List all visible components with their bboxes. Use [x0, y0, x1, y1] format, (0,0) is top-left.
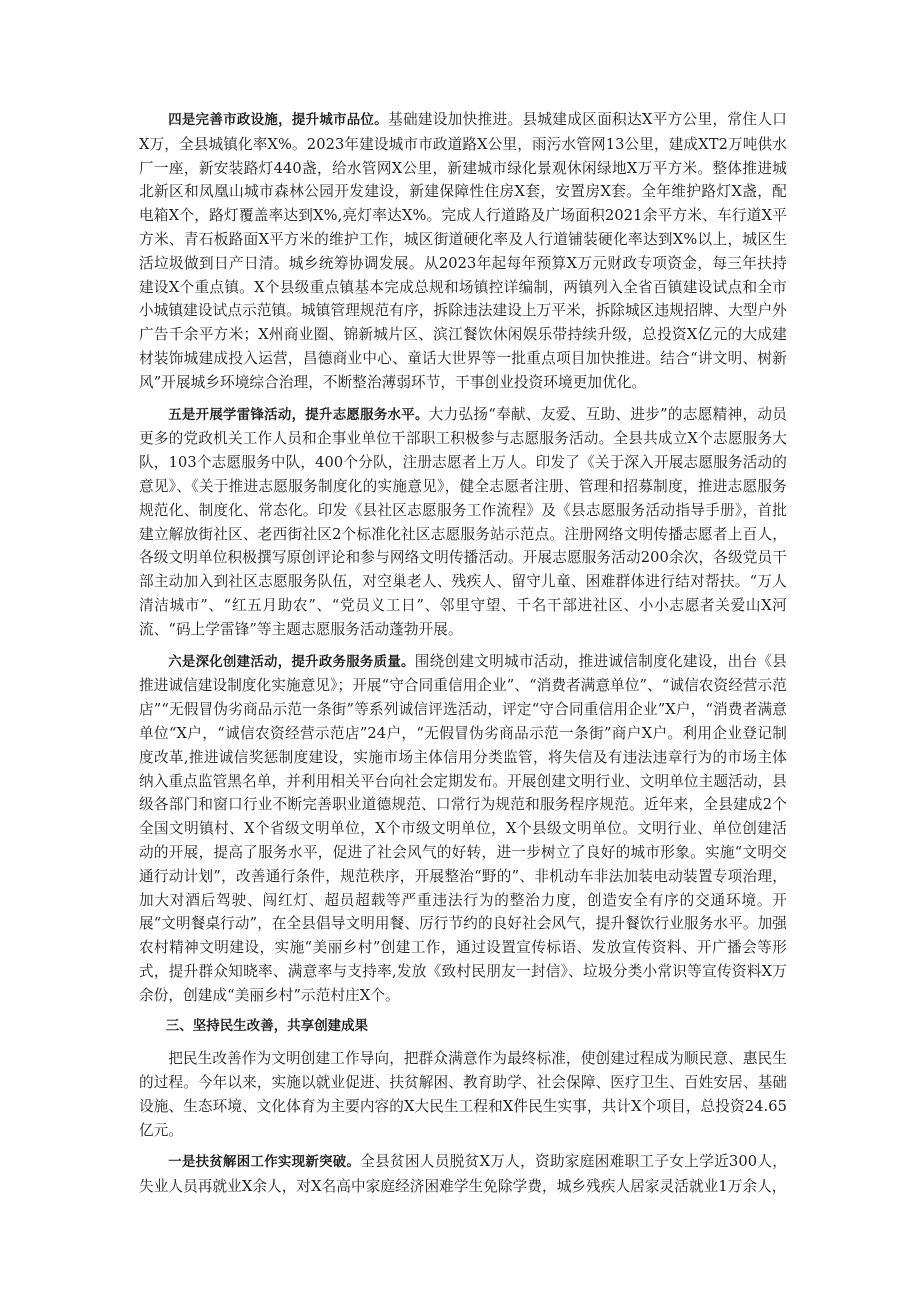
paragraph-lead: 五是开展学雷锋活动，提升志愿服务水平。 — [168, 407, 429, 423]
paragraph-body: 大力弘扬“奉献、友爱、互助、进步”的志愿精神，动员更多的党政机关工作人员和企事业单位干部职工积极参与志愿服务活动。全县共成立X个志愿服务大队，103个志愿服务中队，400个分队，注册志愿者上万人。印发了《关于深入开展志愿服务活动的意见》、《关于推进志愿服务制度化的实施意见》，健全志愿者注册、管理和招募制度，推进志愿服务规范化、制度化、常态化。印发《县社区志愿服务工作流程》及《县志愿服务活动指导手册》，首批建立解放街社区、老西街社区2个标准化社区志愿服务站示范点。注册网络文明传播志愿者上百人，各级文明单位积极撰写原创评论和参与网络文明传播活动。开展志愿服务活动200余次，各级党员干部主动加入到社区志愿服务队伍，对空巢老人、残疾人、留守儿童、困难群体进行结对帮扶。“万人清洁城市”、“红五月助农”、“党员义工日”、邻里守望、千名干部进社区、小小志愿者关爱山X河流、“码上学雷锋”等主题志愿服务活动蓬勃开展。 — [139, 405, 787, 638]
paragraph-body: 把民生改善作为文明创建工作导向，把群众满意作为最终标准，使创建过程成为顺民意、惠民生的过程。今年以来，实施以就业促进、扶贫解困、教育助学、社会保障、医疗卫生、百姓安居、基础设施、生态环境、文化体育为主要内容的X大民生工程和X件民生实事，共计X个项目，总投资24.65亿元。 — [139, 1050, 787, 1139]
paragraph-livelihood-intro — [139, 1047, 787, 1142]
paragraph-creation-activities — [139, 650, 787, 1008]
paragraph-volunteer-service — [139, 403, 787, 642]
paragraph-lead: 六是深化创建活动，提升政务服务质量。 — [168, 654, 415, 670]
section-heading: 三、坚持民生改善，共享创建成果 — [165, 1019, 369, 1035]
paragraph-municipal-facilities — [139, 108, 787, 395]
paragraph-lead: 一是扶贫解困工作实现新突破。 — [168, 1155, 361, 1171]
document-page — [139, 108, 787, 1207]
paragraph-body: 全县贫困人员脱贫X万人，资助家庭困难职工子女上学近300人，失业人员再就业X余人，对X名高中家庭经济困难学生免除学费，城乡残疾人居家灵活就业1万余人， — [139, 1153, 787, 1196]
paragraph-poverty-relief — [139, 1150, 787, 1199]
paragraph-body: 基础建设加快推进。县城建成区面积达X平方公里，常住人口X万，全县城镇化率X%。2023年建设城市市政道路X公里，雨污水管网13公里，建成XT2万吨供水厂一座，新安装路灯440盏，给水管网X公里，新建城市绿化景观休闲绿地X万平方米。整体推进城北新区和凤凰山城市森林公园开发建设，新建保障性住房X套，安置房X套。全年维护路灯X盏，配电箱X个，路灯覆盖率达到X%,亮灯率达X%。完成人行道路及广场面积2021余平方米、车行道X平方米、青石板路面X平方米的维护工作，城区街道硬化率及人行道铺装硬化率达到X%以上，城区生活垃圾做到日产日清。城乡统筹协调发展。从2023年起每年预算X万元财政专项资金，每三年扶持建设X个重点镇。X个县级重点镇基本完成总规和场镇控详编制，两镇列入全省百镇建设试点和全市小城镇建设试点示范镇。城镇管理规范有序，拆除违法建设上万平米，拆除城区违规招牌、大型户外广告千余平方米；X州商业圈、锦新城片区、滨江餐饮休闲娱乐带持续升级，总投资X亿元的大成建材装饰城建成投入运营，昌德商业中心、童话大世界等一批重点项目加快推进。结合“讲文明、树新风”开展城乡环境综合治理，不断整治薄弱环节，干事创业投资环境更加优化。 — [139, 111, 787, 391]
paragraph-lead: 四是完善市政设施，提升城市品位。 — [168, 113, 389, 128]
paragraph-body: 围绕创建文明城市活动，推进诚信制度化建设，出台《县推进诚信建设制度化实施意见》；开展“守合同重信用企业”、“消费者满意单位”、“诚信农资经营示范店”“无假冒伪劣商品示范一条街”等系列诚信评选活动，评定“守合同重信用企业”X户，“消费者满意单位“X户，“诚信农资经营示范店”24户，“无假冒伪劣商品示范一条街”商户X户。利用企业登记制度改革,推进诚信奖惩制度建设，实施市场主体信用分类监管，将失信及有违法违章行为的市场主体纳入重点监管黑名单，并利用相关平台向社会定期发布。开展创建文明行业、文明单位主题活动，县级各部门和窗口行业不断完善职业道德规范、口常行为规范和服务程序规范。近年来，全县建成2个全国文明镇村、X个省级文明单位，X个市级文明单位，X个县级文明单位。文明行业、单位创建活动的开展，提高了服务水平，促进了社会风气的好转，进一步树立了良好的城市形象。实施“文明交通行动计划”，改善通行条件，规范秩序，开展整治“野的”、非机动车非法加装电动装置专项治理，加大对酒后驾驶、闯红灯、超员超载等严重违法行为的整治力度，创造安全有序的交通环境。开展“文明餐桌行动”，在全县倡导文明用餐、厉行节约的良好社会风气，提升餐饮行业服务水平。加强农村精神文明建设，实施“美丽乡村”创建工作，通过设置宣传标语、发放宣传资料、开广播会等形式，提升群众知晓率、满意率与支持率,发放《致村民朋友一封信》、垃圾分类小常识等宣传资料X万余份，创建成“美丽乡村”示范村庄X个。 — [139, 652, 787, 1004]
